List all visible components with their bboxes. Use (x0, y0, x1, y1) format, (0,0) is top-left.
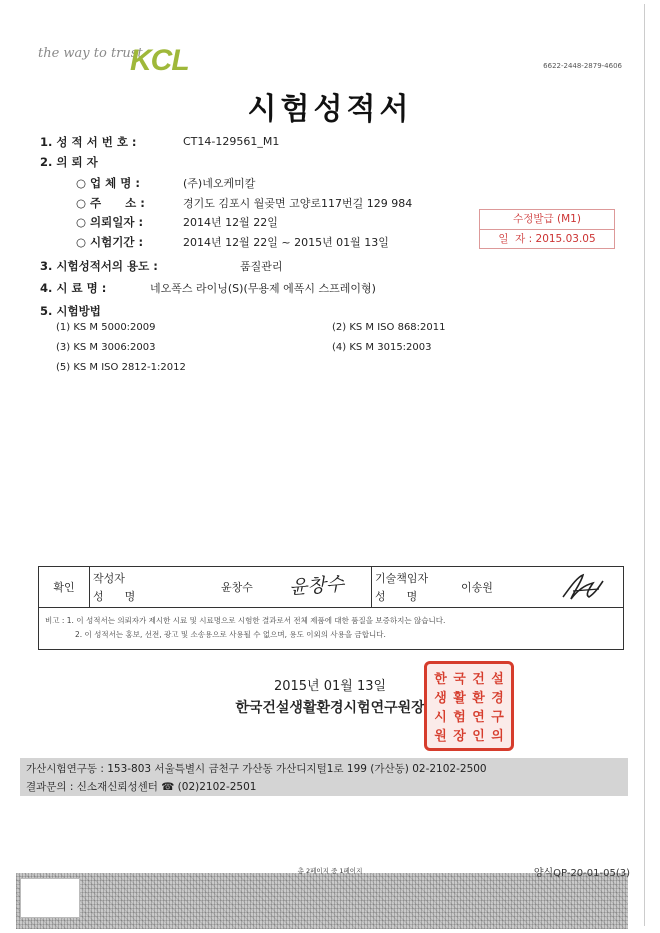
method-item: (5) KS M ISO 2812-1:2012 (56, 362, 186, 373)
author-signature: 윤창수 (288, 573, 345, 599)
request-date-value: 2014년 12월 22일 (183, 216, 278, 229)
document-title: 시험성적서 (247, 92, 413, 127)
tech-signature (559, 571, 607, 603)
form-number: 양식QP-20-01-05(3) (533, 868, 630, 879)
page-info: 총 2페이지 중 1페이지 (297, 867, 363, 875)
author-name: 윤창수 (221, 581, 253, 594)
revision-box (479, 209, 615, 249)
logo-tagline: the way to trust (38, 46, 143, 61)
footer-contact: 결과문의 : 신소재신뢰성센터 ☎ (02)2102-2501 (26, 781, 257, 793)
company-label: ○ 업 체 명 : (76, 176, 140, 190)
institution-name: 한국건설생활환경시험연구원장 (235, 700, 425, 716)
kcl-logo: KCL (130, 44, 189, 77)
signature-row (39, 567, 623, 608)
blank-box (20, 878, 80, 918)
tech-name: 이송원 (461, 581, 493, 594)
footer-band (20, 758, 628, 796)
report-no-value: CT14-129561_M1 (183, 135, 280, 148)
method-item: (3) KS M 3006:2003 (56, 342, 156, 353)
test-period-value: 2014년 12월 22일 ~ 2015년 01월 13일 (183, 236, 389, 249)
address-value: 경기도 김포시 월곶면 고양로117번길 129 984 (183, 197, 413, 210)
tech-title: 기술책임자 (375, 572, 429, 585)
note-line: 비고 : 1. 이 성적서는 의뢰자가 제시한 시료 및 시료명으로 시험한 결과로서 전체 제품에 대한 품질을 보증하지는 않습니다. (45, 616, 446, 625)
tech-name-label: 성 명 (375, 590, 418, 603)
sample-label: 4. 시 료 명 : (40, 281, 107, 295)
author-title: 작성자 (93, 572, 125, 585)
address-label: ○ 주 소 : (76, 196, 145, 210)
revision-title: 수정발급 (M1) (480, 210, 614, 230)
confirm-label: 확인 (39, 567, 90, 607)
purpose-value: 품질관리 (240, 260, 283, 273)
divider (371, 567, 372, 607)
test-period-label: ○ 시험기간 : (76, 235, 144, 249)
notes (45, 614, 445, 642)
method-item: (2) KS M ISO 868:2011 (332, 322, 446, 333)
author-name-label: 성 명 (93, 590, 136, 603)
footer-address: 가산시험연구동 : 153-803 서울특별시 금천구 가산동 가산디지털1로 199 (가산동) 02-2102-2500 (26, 763, 487, 775)
sample-value: 네오폭스 라이닝(S)(무용제 에폭시 스프레이형) (150, 282, 376, 295)
method-item: (4) KS M 3015:2003 (332, 342, 432, 353)
official-seal-icon: 한 국 건 설 생 활 환 경 시 험 연 구 원 장 인 의 (424, 661, 514, 751)
signature-table (38, 566, 624, 650)
revision-date: 일 자 : 2015.03.05 (498, 233, 596, 245)
method-label: 5. 시험방법 (40, 304, 101, 318)
security-pattern (16, 873, 628, 929)
issue-date: 2015년 01월 13일 (273, 679, 387, 694)
note-line: 2. 이 성적서는 홍보, 선전, 광고 및 소송용으로 사용될 수 없으며, 용도 이외의 사용을 금합니다. (75, 630, 386, 639)
method-item: (1) KS M 5000:2009 (56, 322, 156, 333)
client-label: 2. 의 뢰 자 (40, 155, 98, 169)
company-value: (주)네오케미칼 (183, 177, 256, 190)
request-date-label: ○ 의뢰일자 : (76, 215, 144, 229)
report-no-label: 1. 성 적 서 번 호 : (40, 135, 137, 149)
purpose-label: 3. 시험성적서의 용도 : (40, 259, 158, 273)
document-code: 6622-2448-2879-4606 (543, 62, 622, 70)
